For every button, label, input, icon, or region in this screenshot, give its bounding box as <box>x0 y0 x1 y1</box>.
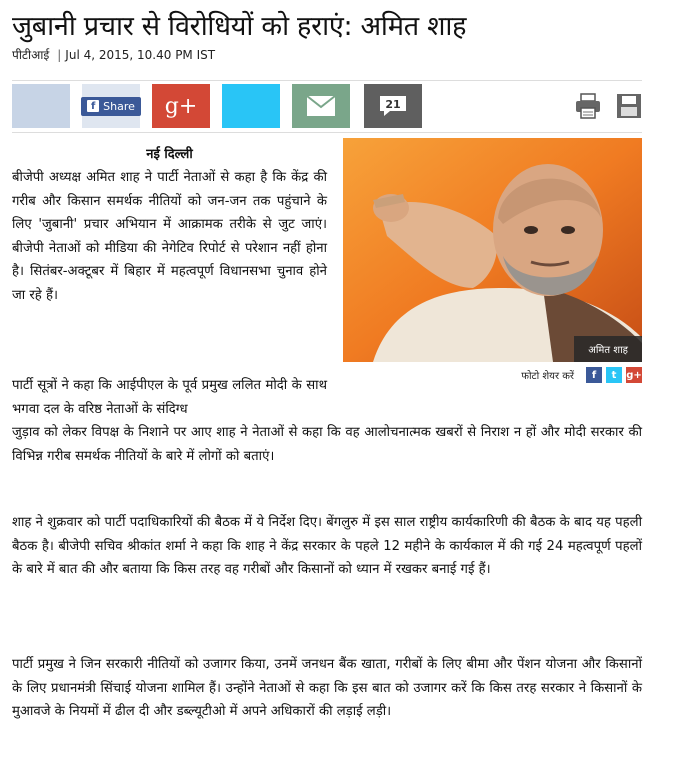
top-divider <box>12 80 642 81</box>
photo-image <box>343 138 642 362</box>
share-divider <box>12 132 642 133</box>
email-icon <box>306 95 336 117</box>
publish-date: Jul 4, 2015, 10.40 PM IST <box>65 48 216 62</box>
save-icon[interactable] <box>616 93 642 119</box>
share-bar <box>12 84 432 128</box>
byline <box>12 46 215 63</box>
photo-caption: अमित शाह <box>574 336 642 362</box>
twitter-icon[interactable]: t <box>606 367 622 383</box>
page-tools <box>574 92 642 122</box>
facebook-icon: f <box>87 100 99 112</box>
meta-separator: | <box>57 48 62 62</box>
paragraph-3: शाह ने शुक्रवार को पार्टी पदाधिकारियों की बैठक में ये निर्देश दिए। बेंगलुरु में इस साल राष्ट्रीय कार्यकारिणी की बैठक के बाद यह पहली बैठक है। बीजेपी सचिव श्रीकांत शर्मा ने कहा कि शाह ने केंद्र सरकार के पहले 12 महीने के कार्यकाल में की गई 24 महत्वपूर्ण पहलों के बारे में बात की और बताया कि किस तरह वह गरीबों और किसानों को ध्यान में रखकर बनाई गई हैं। <box>12 515 642 578</box>
facebook-share-chip <box>81 97 141 116</box>
paragraph-2-wrap-text: पार्टी सूत्रों ने कहा कि आईपीएल के पूर्व प्रमुख ललित मोदी के साथ भगवा दल के वरिष्ठ नेताओं के संदिग्ध <box>12 378 327 417</box>
twitter-share-button[interactable] <box>222 84 280 128</box>
source-label: पीटीआई <box>12 48 50 62</box>
paragraph-2 <box>12 374 642 468</box>
article-photo <box>343 138 642 362</box>
paragraph-1: बीजेपी अध्यक्ष अमित शाह ने पार्टी नेताओं से कहा है कि केंद्र की गरीब और किसान समर्थक नीतियों को जन-जन तक पहुंचाने के लिए 'जुबानी' प्रचार अभियान में आक्रामक तरीके से जुट जाएं। बीजेपी नेताओं को मीडिया की नेगेटिव रिपोर्ट से परेशान नहीं होना है। सितंबर-अक्टूबर में बिहार में महत्वपूर्ण विधानसभा चुनाव होने जा रहे हैं। <box>12 170 327 303</box>
photo-share-label: फोटो शेयर करें <box>521 371 574 382</box>
paragraph-2-full-text: जुड़ाव को लेकर विपक्ष के निशाने पर आए शाह ने नेताओं से कहा कि वह आलोचनात्मक खबरों से निराश न हों और मोदी सरकार की विभिन्न गरीब समर्थक नीतियों के बारे में लोगों को बताएं। <box>12 425 642 464</box>
facebook-share-label: Share <box>103 99 135 113</box>
email-share-button[interactable] <box>292 84 350 128</box>
google-plus-icon[interactable]: g+ <box>626 367 642 383</box>
facebook-share-button[interactable] <box>82 84 140 128</box>
paragraph-4: पार्टी प्रमुख ने जिन सरकारी नीतियों को उजागर किया, उनमें जनधन बैंक खाता, गरीबों के लिए बीमा और पेंशन योजना और किसानों के लिए प्रधानमंत्री सिंचाई योजना शामिल हैं। उन्होंने नेताओं से कहा कि इस बात को उजागर करें कि किस तरह सरकार ने किसानों के मुआवजे के नियमों में ढील दी और डब्ल्यूटीओ में अपने अधिकारों की लड़ाई लड़ी। <box>12 657 642 720</box>
google-plus-icon: g+ <box>164 93 198 119</box>
comments-count: 21 <box>385 97 401 111</box>
blank-share-button[interactable] <box>12 84 70 128</box>
facebook-icon[interactable]: f <box>586 367 602 383</box>
comments-button[interactable] <box>364 84 422 128</box>
print-icon[interactable] <box>574 92 602 120</box>
dateline: नई दिल्ली <box>146 147 193 162</box>
headline: जुबानी प्रचार से विरोधियों को हराएं: अमित शाह <box>12 11 467 42</box>
google-plus-button[interactable] <box>152 84 210 128</box>
